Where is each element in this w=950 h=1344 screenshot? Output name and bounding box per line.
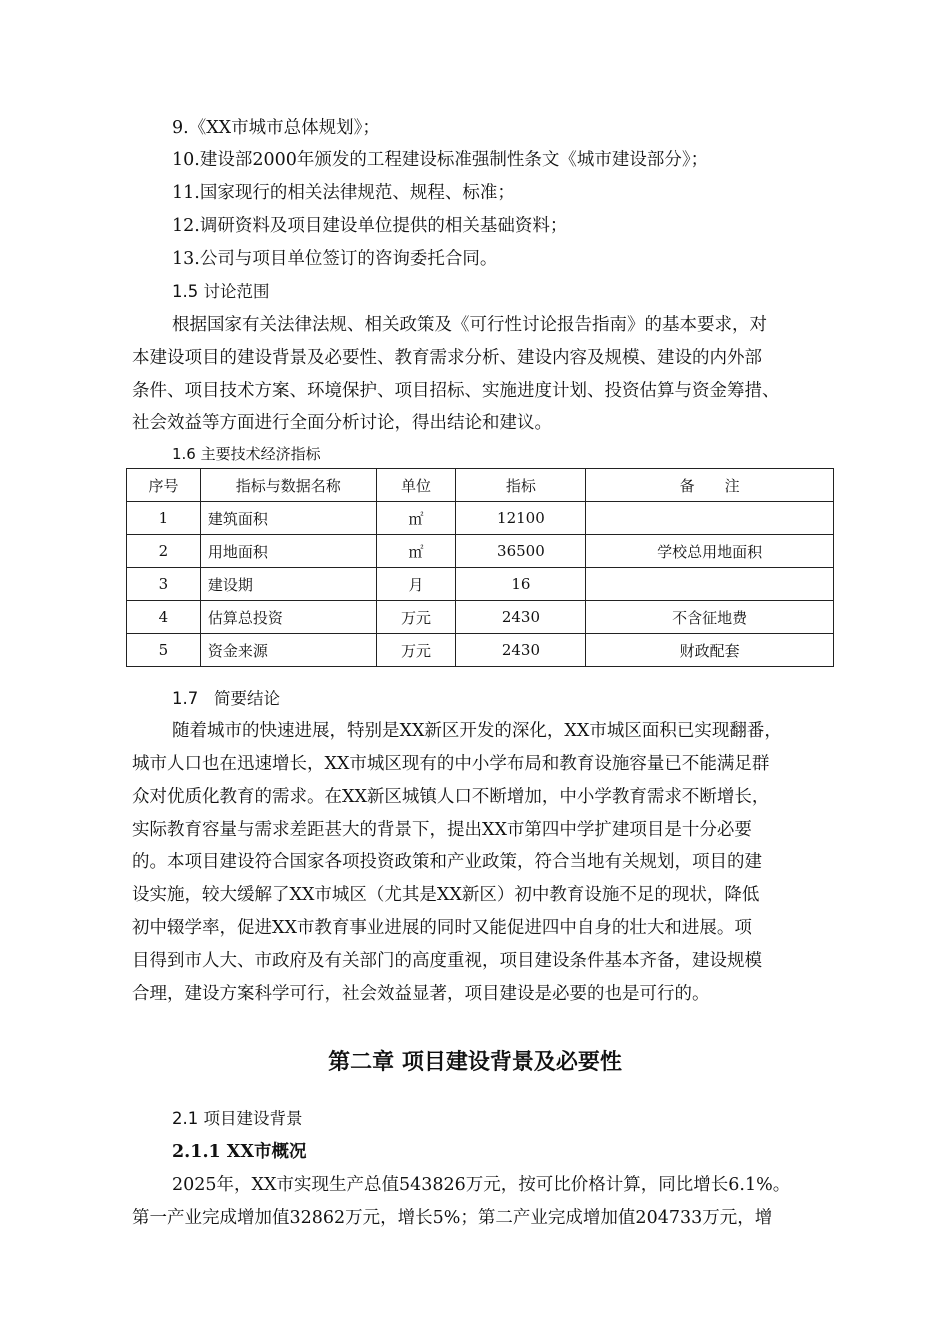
paragraph-line: 城市人口也在迅速增长，XX市城区现有的中小学布局和教育设施容量已不能满足群 [132, 754, 770, 774]
cell-value: 12100 [456, 502, 586, 535]
section-2-1-heading: 2.1 项目建设背景 [172, 1109, 303, 1128]
table-caption [172, 443, 321, 465]
cell-remark: 财政配套 [586, 634, 834, 667]
paragraph-line: 随着城市的快速进展，特别是XX新区开发的深化，XX市城区面积已实现翻番， [172, 721, 782, 741]
cell-value: 16 [456, 568, 586, 601]
paragraph-line: 的。本项目建设符合国家各项投资政策和产业政策，符合当地有关规划，项目的建 [132, 852, 762, 872]
cell-unit: 月 [376, 568, 456, 601]
section-1-7-heading [172, 687, 280, 711]
reference-item-12: 12.调研资料及项目建设单位提供的相关基础资料； [172, 216, 568, 236]
paragraph-line: 合理，建设方案科学可行，社会效益显著，项目建设是必要的也是可行的。 [132, 984, 710, 1004]
col-header-name: 指标与数据名称 [200, 469, 376, 502]
paragraph-line: 设实施，较大缓解了XX市城区（尤其是XX新区）初中教育设施不足的现状，降低 [132, 885, 760, 905]
cell-name: 用地面积 [200, 535, 376, 568]
chapter-title: 第二章 项目建设背景及必要性 [328, 1050, 622, 1075]
col-header-unit: 单位 [376, 469, 456, 502]
cell-remark: 不含征地费 [586, 601, 834, 634]
col-header-index: 序号 [127, 469, 201, 502]
paragraph-line: 2025年，XX市实现生产总值543826万元，按可比价格计算，同比增长6.1%。 [172, 1175, 791, 1195]
paragraph-line: 根据国家有关法律法规、相关政策及《可行性讨论报告指南》的基本要求，对 [172, 315, 767, 335]
paragraph-line: 众对优质化教育的需求。在XX新区城镇人口不断增加，中小学教育需求不断增长， [132, 787, 770, 807]
cell-unit: ㎡ [376, 502, 456, 535]
reference-item-9: 9.《XX市城市总体规划》； [172, 118, 380, 138]
section-number: 1.5 [172, 282, 199, 301]
cell-unit: ㎡ [376, 535, 456, 568]
cell-remark [586, 568, 834, 601]
cell-remark [586, 502, 834, 535]
section-2-1-1-heading: 2.1.1 XX市概况 [172, 1142, 307, 1162]
table-row [127, 568, 834, 601]
cell-index: 2 [127, 535, 201, 568]
col-header-value: 指标 [456, 469, 586, 502]
paragraph-line: 条件、项目技术方案、环境保护、项目招标、实施进度计划、投资估算与资金筹措、 [132, 381, 780, 401]
paragraph-line: 目得到市人大、市政府及有关部门的高度重视，项目建设条件基本齐备，建设规模 [132, 951, 762, 971]
table-row [127, 535, 834, 568]
section-number: 1.6 [172, 445, 196, 463]
table-row [127, 601, 834, 634]
cell-remark: 学校总用地面积 [586, 535, 834, 568]
cell-name: 建设期 [200, 568, 376, 601]
cell-value: 2430 [456, 634, 586, 667]
section-number: 1.7 [172, 689, 199, 708]
paragraph-line: 社会效益等方面进行全面分析讨论，得出结论和建议。 [132, 413, 552, 433]
cell-index: 5 [127, 634, 201, 667]
cell-name: 资金来源 [200, 634, 376, 667]
indicator-table [126, 468, 834, 667]
paragraph-line: 本建设项目的建设背景及必要性、教育需求分析、建设内容及规模、建设的内外部 [132, 348, 762, 368]
table-row [127, 634, 834, 667]
section-title: 简要结论 [214, 689, 280, 708]
cell-name: 估算总投资 [200, 601, 376, 634]
paragraph-line: 实际教育容量与需求差距甚大的背景下，提出XX市第四中学扩建项目是十分必要 [132, 820, 752, 840]
cell-index: 3 [127, 568, 201, 601]
table-header-row [127, 469, 834, 502]
reference-item-13: 13.公司与项目单位签订的咨询委托合同。 [172, 249, 498, 269]
reference-item-10: 10.建设部2000年颁发的工程建设标准强制性条文《城市建设部分》； [172, 150, 709, 170]
cell-unit: 万元 [376, 601, 456, 634]
reference-item-11: 11.国家现行的相关法律规范、规程、标准； [172, 183, 515, 203]
cell-value: 2430 [456, 601, 586, 634]
section-title: 主要技术经济指标 [200, 445, 321, 463]
paragraph-line: 初中辍学率，促进XX市教育事业进展的同时又能促进四中自身的壮大和进展。项 [132, 918, 752, 938]
section-1-5-heading [172, 280, 270, 304]
cell-name: 建筑面积 [200, 502, 376, 535]
cell-value: 36500 [456, 535, 586, 568]
paragraph-line: 第一产业完成增加值32862万元，增长5%；第二产业完成增加值204733万元，增 [132, 1208, 773, 1228]
col-header-remark: 备 注 [586, 469, 834, 502]
cell-index: 1 [127, 502, 201, 535]
table-row [127, 502, 834, 535]
cell-index: 4 [127, 601, 201, 634]
cell-unit: 万元 [376, 634, 456, 667]
section-title: 讨论范围 [203, 282, 270, 301]
